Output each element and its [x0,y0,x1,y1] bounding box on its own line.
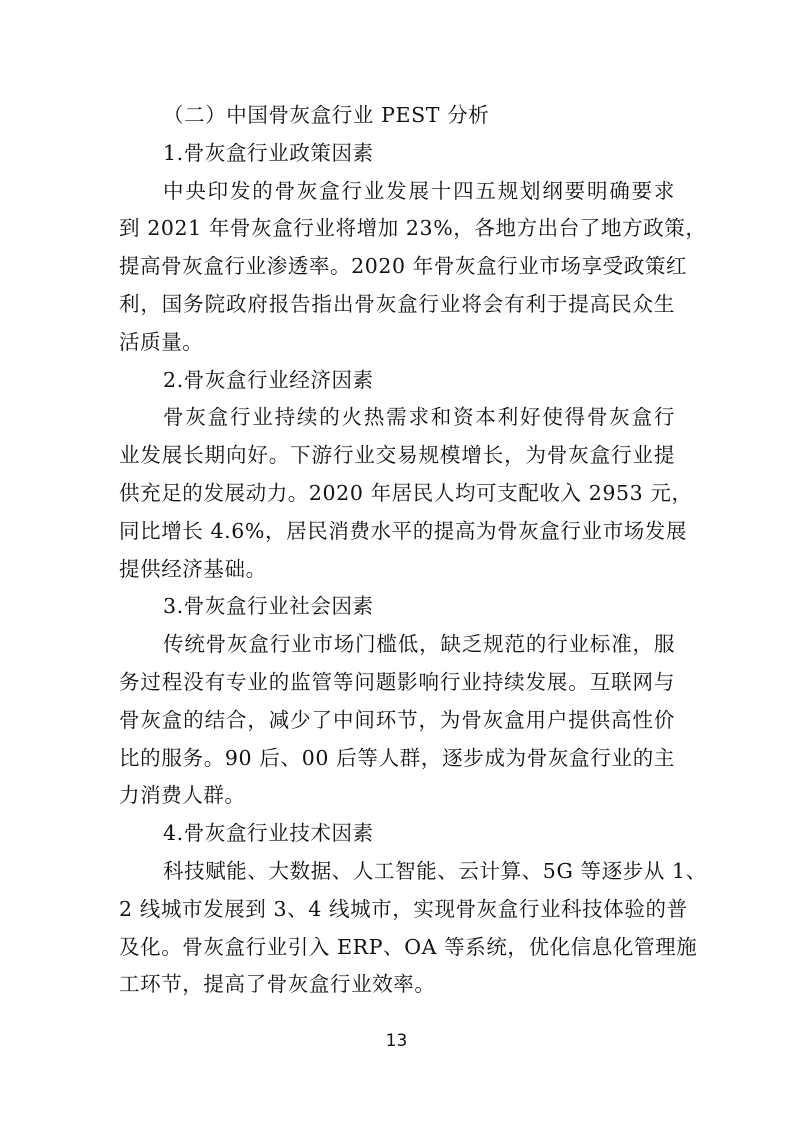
subsection-policy [119,135,707,362]
paragraph-line: 提供经济基础。 [119,556,267,581]
paragraph-line: 工环节，提高了骨灰盒行业效率。 [119,972,436,997]
subsection-heading: 2.骨灰盒行业经济因素 [163,367,374,392]
paragraph-line: 供充足的发展动力。2020 年居民人均可支配收入 2953 元， [119,480,693,505]
subsection-heading: 1.骨灰盒行业政策因素 [163,140,374,165]
subsection-heading: 4.骨灰盒行业技术因素 [163,821,374,846]
paragraph-line: 中央印发的骨灰盒行业发展十四五规划纲要明确要求 [163,178,675,203]
paragraph-line: 科技赋能、大数据、人工智能、云计算、5G 等逐步从 1、 [163,858,707,883]
page-number: 13 [385,1031,408,1051]
subsection-heading: 3.骨灰盒行业社会因素 [163,594,374,619]
subsection-society [119,588,675,815]
paragraph-line: 利，国务院政府报告指出骨灰盒行业将会有利于提高民众生 [119,291,675,316]
paragraph-line: 2 线城市发展到 3、4 线城市，实现骨灰盒行业科技体验的普 [119,896,688,921]
paragraph-line: 骨灰盒行业持续的火热需求和资本利好使得骨灰盒行 [163,405,675,430]
paragraph-line: 到 2021 年骨灰盒行业将增加 23%，各地方出台了地方政策， [119,216,707,241]
paragraph-line: 比的服务。90 后、00 后等人群，逐步成为骨灰盒行业的主 [119,745,675,770]
paragraph-line: 务过程没有专业的监管等问题影响行业持续发展。互联网与 [119,669,675,694]
paragraph-line: 力消费人群。 [119,783,246,808]
paragraph-line: 及化。骨灰盒行业引入 ERP、OA 等系统，优化信息化管理施 [119,934,698,959]
paragraph-line: 同比增长 4.6%，居民消费水平的提高为骨灰盒行业市场发展 [119,518,687,543]
paragraph-line: 活质量。 [119,329,204,354]
subsection-economy [119,362,693,589]
paragraph-line: 业发展长期向好。下游行业交易规模增长，为骨灰盒行业提 [119,443,675,468]
paragraph-line: 提高骨灰盒行业渗透率。2020 年骨灰盒行业市场享受政策红 [119,254,688,279]
section-heading: （二）中国骨灰盒行业 PEST 分析 [163,103,490,127]
document-body [119,97,707,1004]
paragraph-line: 传统骨灰盒行业市场门槛低，缺乏规范的行业标准，服 [163,632,675,657]
paragraph-line: 骨灰盒的结合，减少了中间环节，为骨灰盒用户提供高性价 [119,707,675,732]
subsection-technology [119,815,707,1004]
